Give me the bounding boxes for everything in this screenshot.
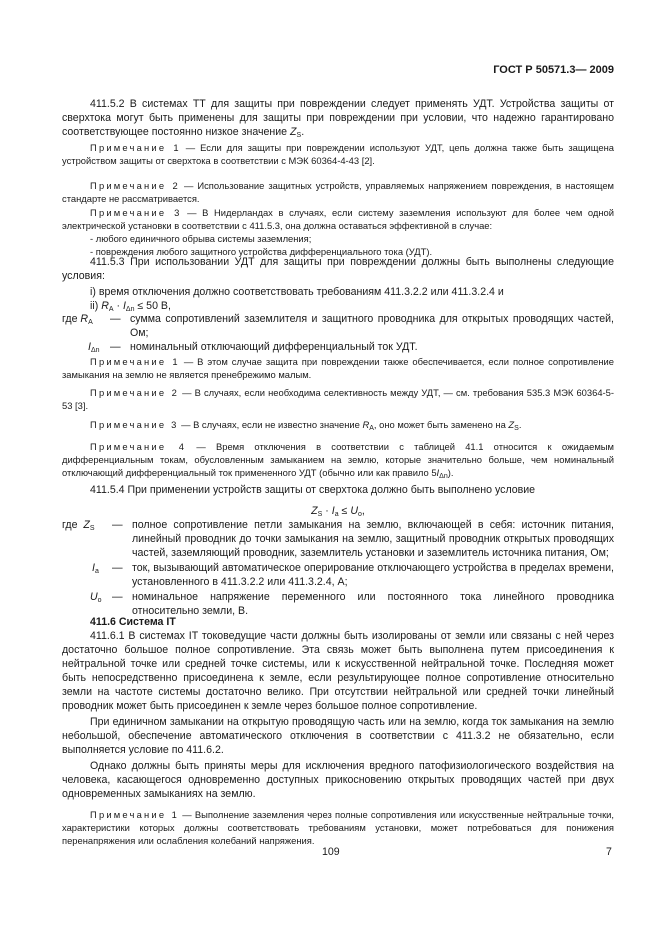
subscript-dn: Δn [125, 306, 135, 313]
document-id-header: ГОСТ Р 50571.3— 2009 [493, 64, 614, 76]
subscript-o: o [357, 511, 362, 518]
dash: — [112, 591, 123, 603]
note-text: — Время отключения в соответствии с таблицей 41.1 относится к ожидаемым дифференциальным токам, обусловленным замыканием на землю, которые значительно больше, чем номинальный отключающий дифференциальный ток примененного УДТ (обычно или как правило 5 [62, 441, 614, 478]
symbol-i: I [92, 562, 95, 574]
note-text: — Использование защитных устройств, управляемых напряжением повреждения, в настоящем стандарте не рассматривается. [62, 180, 614, 204]
note-c-1 [62, 808, 614, 847]
condition-i: i) время отключения должно соответствовать требованиям 411.3.2.2 или 411.3.2.4 и [90, 286, 504, 298]
subscript-a: a [94, 568, 99, 575]
dash: — [112, 562, 123, 574]
symbol-i: I [88, 341, 91, 353]
subscript-a: A [88, 319, 93, 326]
subscript-o: o [97, 597, 102, 604]
note-label: Примечание 2 [90, 387, 179, 398]
note-label: Примечание 4 [90, 441, 187, 452]
definition-idn [62, 340, 614, 354]
symbol-i: I [122, 300, 126, 312]
note-label: Примечание 1 [90, 809, 180, 820]
note-b-3 [62, 418, 614, 431]
note-text: ). [447, 467, 454, 478]
page-number-center: 109 [322, 846, 340, 858]
subscript-dn: Δn [439, 473, 448, 480]
note-text: , оно может быть заменено на [373, 419, 509, 430]
subscript-s: S [89, 525, 95, 532]
condition-label: ii) [90, 300, 102, 312]
symbol-z: Z [290, 126, 297, 138]
list-item: - повреждения любого защитного устройства дифференциального тока (УДТ). [90, 246, 433, 257]
note-label: Примечание 3 [90, 419, 179, 430]
symbol-u: U [90, 591, 98, 603]
subscript-s: S [514, 425, 519, 432]
subscript-a: a [334, 511, 339, 518]
note-3 [62, 206, 614, 232]
symbol-z: Z [311, 505, 318, 517]
symbol-u: U [350, 505, 358, 517]
page-number-right: 7 [606, 846, 612, 858]
paragraph-411-5-4: 411.5.4 При применении устройств защиты от сверхтока должно быть выполнено условие [90, 484, 536, 496]
note-b-1 [62, 355, 614, 381]
definition-text: номинальный отключающий дифференциальный ток УДТ. [130, 341, 418, 353]
dot: · [113, 300, 123, 312]
comma: , [361, 505, 365, 517]
subscript-s: S [317, 511, 323, 518]
subscript-a: A [369, 425, 374, 432]
note-2 [62, 179, 614, 205]
definition-ia [62, 561, 614, 589]
note-text: — В случаях, если не известно значение [178, 419, 363, 430]
condition-value: 50 В, [146, 300, 171, 312]
dash: — [112, 519, 123, 531]
heading-411-6: 411.6 Система IT [90, 616, 176, 628]
dash: — [110, 313, 121, 325]
dash: — [110, 341, 121, 353]
definition-zs [62, 518, 614, 560]
subscript-dn: Δn [90, 347, 100, 354]
symbol-r: R [362, 419, 370, 430]
symbol-z: Z [83, 519, 90, 531]
paragraph-text: 411.5.2 В системах ТТ для защиты при повреждении следует применять УДТ. Устройства защиты от сверхтока могут быть применены для защиты при повреждении при условии, что надежно гарантировано соответствующее постоянно низкое значение [62, 98, 614, 138]
note-label: Примечание 2 [90, 180, 180, 191]
note-label: Примечание 3 [90, 207, 182, 218]
note-1 [62, 141, 614, 167]
symbol-r: R [80, 313, 89, 325]
symbol-r: R [101, 300, 109, 312]
list-item: - любого единичного обрыва системы заземления; [90, 233, 312, 244]
definition-text: ток, вызывающий автоматическое оперирование отключающего устройства в пределах времени, установленного в 411.3.2.2 или 411.3.2.4, А; [132, 562, 614, 588]
period: . [301, 126, 305, 138]
paragraph-however: Однако должны быть приняты меры для исключения вредного патофизиологического воздействия на человека, касающегося одновременно доступных прикосновению открытых проводящих частей при двух одновременных замыканиях на землю. [62, 760, 614, 800]
note-text: — В Нидерландах в случаях, если систему заземления используют для более чем одной электрической установки в соответствии с 411.5.3, она должна оставаться эффективной в случае: [62, 207, 615, 231]
formula [62, 504, 614, 518]
note-text: — Выполнение заземления через полные сопротивления или искусственные нейтральные точки, характеристики которых должны соответствовать требованиям установки, может потребоваться для понижения перенапряжения или ослабления колебаний напряжения. [62, 809, 615, 846]
condition-ii [90, 299, 610, 313]
symbol-z: Z [508, 419, 515, 430]
definition-uo [62, 590, 614, 618]
symbol-i: I [331, 505, 335, 517]
note-label: Примечание 1 [90, 356, 180, 367]
paragraph-411-5-3: 411.5.3 При использовании УДТ для защиты при повреждении должны быть выполнены следующие условия: [62, 256, 614, 282]
where-label: где [62, 313, 78, 325]
paragraph-411-6-1: 411.6.1 В системах IT токоведущие части должны быть изолированы от земли или связаны с ней через достаточно большое полное сопротивление. Эта связь может быть выполнена путем присоединения к нейтральной точке или средней точке системы, или к искусственной нейтральной точке. Последняя может быть непосредственно присоединена к земле, если результирующее полное сопротивление относительно земли на частоте системы достаточно велико. При отсутствии нейтральной или средней точки линейный проводник может быть присоединен к земле через большое полное сопротивление. [62, 630, 614, 712]
note-label: Примечание 1 [90, 142, 181, 153]
definition-text: сумма сопротивлений заземлителя и защитного проводника для открытых проводящих частей, Ом; [130, 313, 614, 339]
note-b-4 [62, 440, 614, 479]
note-b-2 [62, 386, 614, 412]
definition-text: полное сопротивление петли замыкания на землю, включающей в себя: источник питания, линейный проводник до точки замыкания на землю, защитный проводник открытых проводящих частей, заземляющий проводник, заземлитель установки и заземлитель источника питания, Ом; [132, 519, 614, 559]
symbol-i: I [436, 467, 440, 478]
paragraph-411-5-2 [62, 97, 614, 139]
dot: · [322, 505, 332, 517]
note-text: — В случаях, если необходима селективность между УДТ, — см. требования 535.3 МЭК 60364-5-53 [3]. [62, 387, 614, 411]
paragraph-single-fault: При единичном замыкании на открытую проводящую часть или на землю, когда ток замыкания на землю небольшой, обеспечение автоматического отключения в соответствии с 411.3.2 не обязательно, если выполняется условие по 411.6.2. [62, 716, 614, 756]
subscript-a: A [108, 306, 114, 313]
le: ≤ [338, 505, 351, 517]
where-label: где [62, 519, 78, 531]
period: . [518, 419, 522, 430]
subscript-s: S [296, 132, 302, 139]
definition-ra [62, 312, 614, 340]
le: ≤ [134, 300, 147, 312]
note-text: — Если для защиты при повреждении используют УДТ, цепь должна также быть защищена устройством защиты от сверхтока в соответствии с МЭК 60364-4-43 [2]. [62, 142, 614, 166]
definition-text: номинальное напряжение переменного или постоянного тока линейного проводника относительно земли, В. [132, 591, 614, 617]
note-text: — В этом случае защита при повреждении также обеспечивается, если полное сопротивление замыкания на землю не является пренебрежимо малым. [62, 356, 615, 380]
